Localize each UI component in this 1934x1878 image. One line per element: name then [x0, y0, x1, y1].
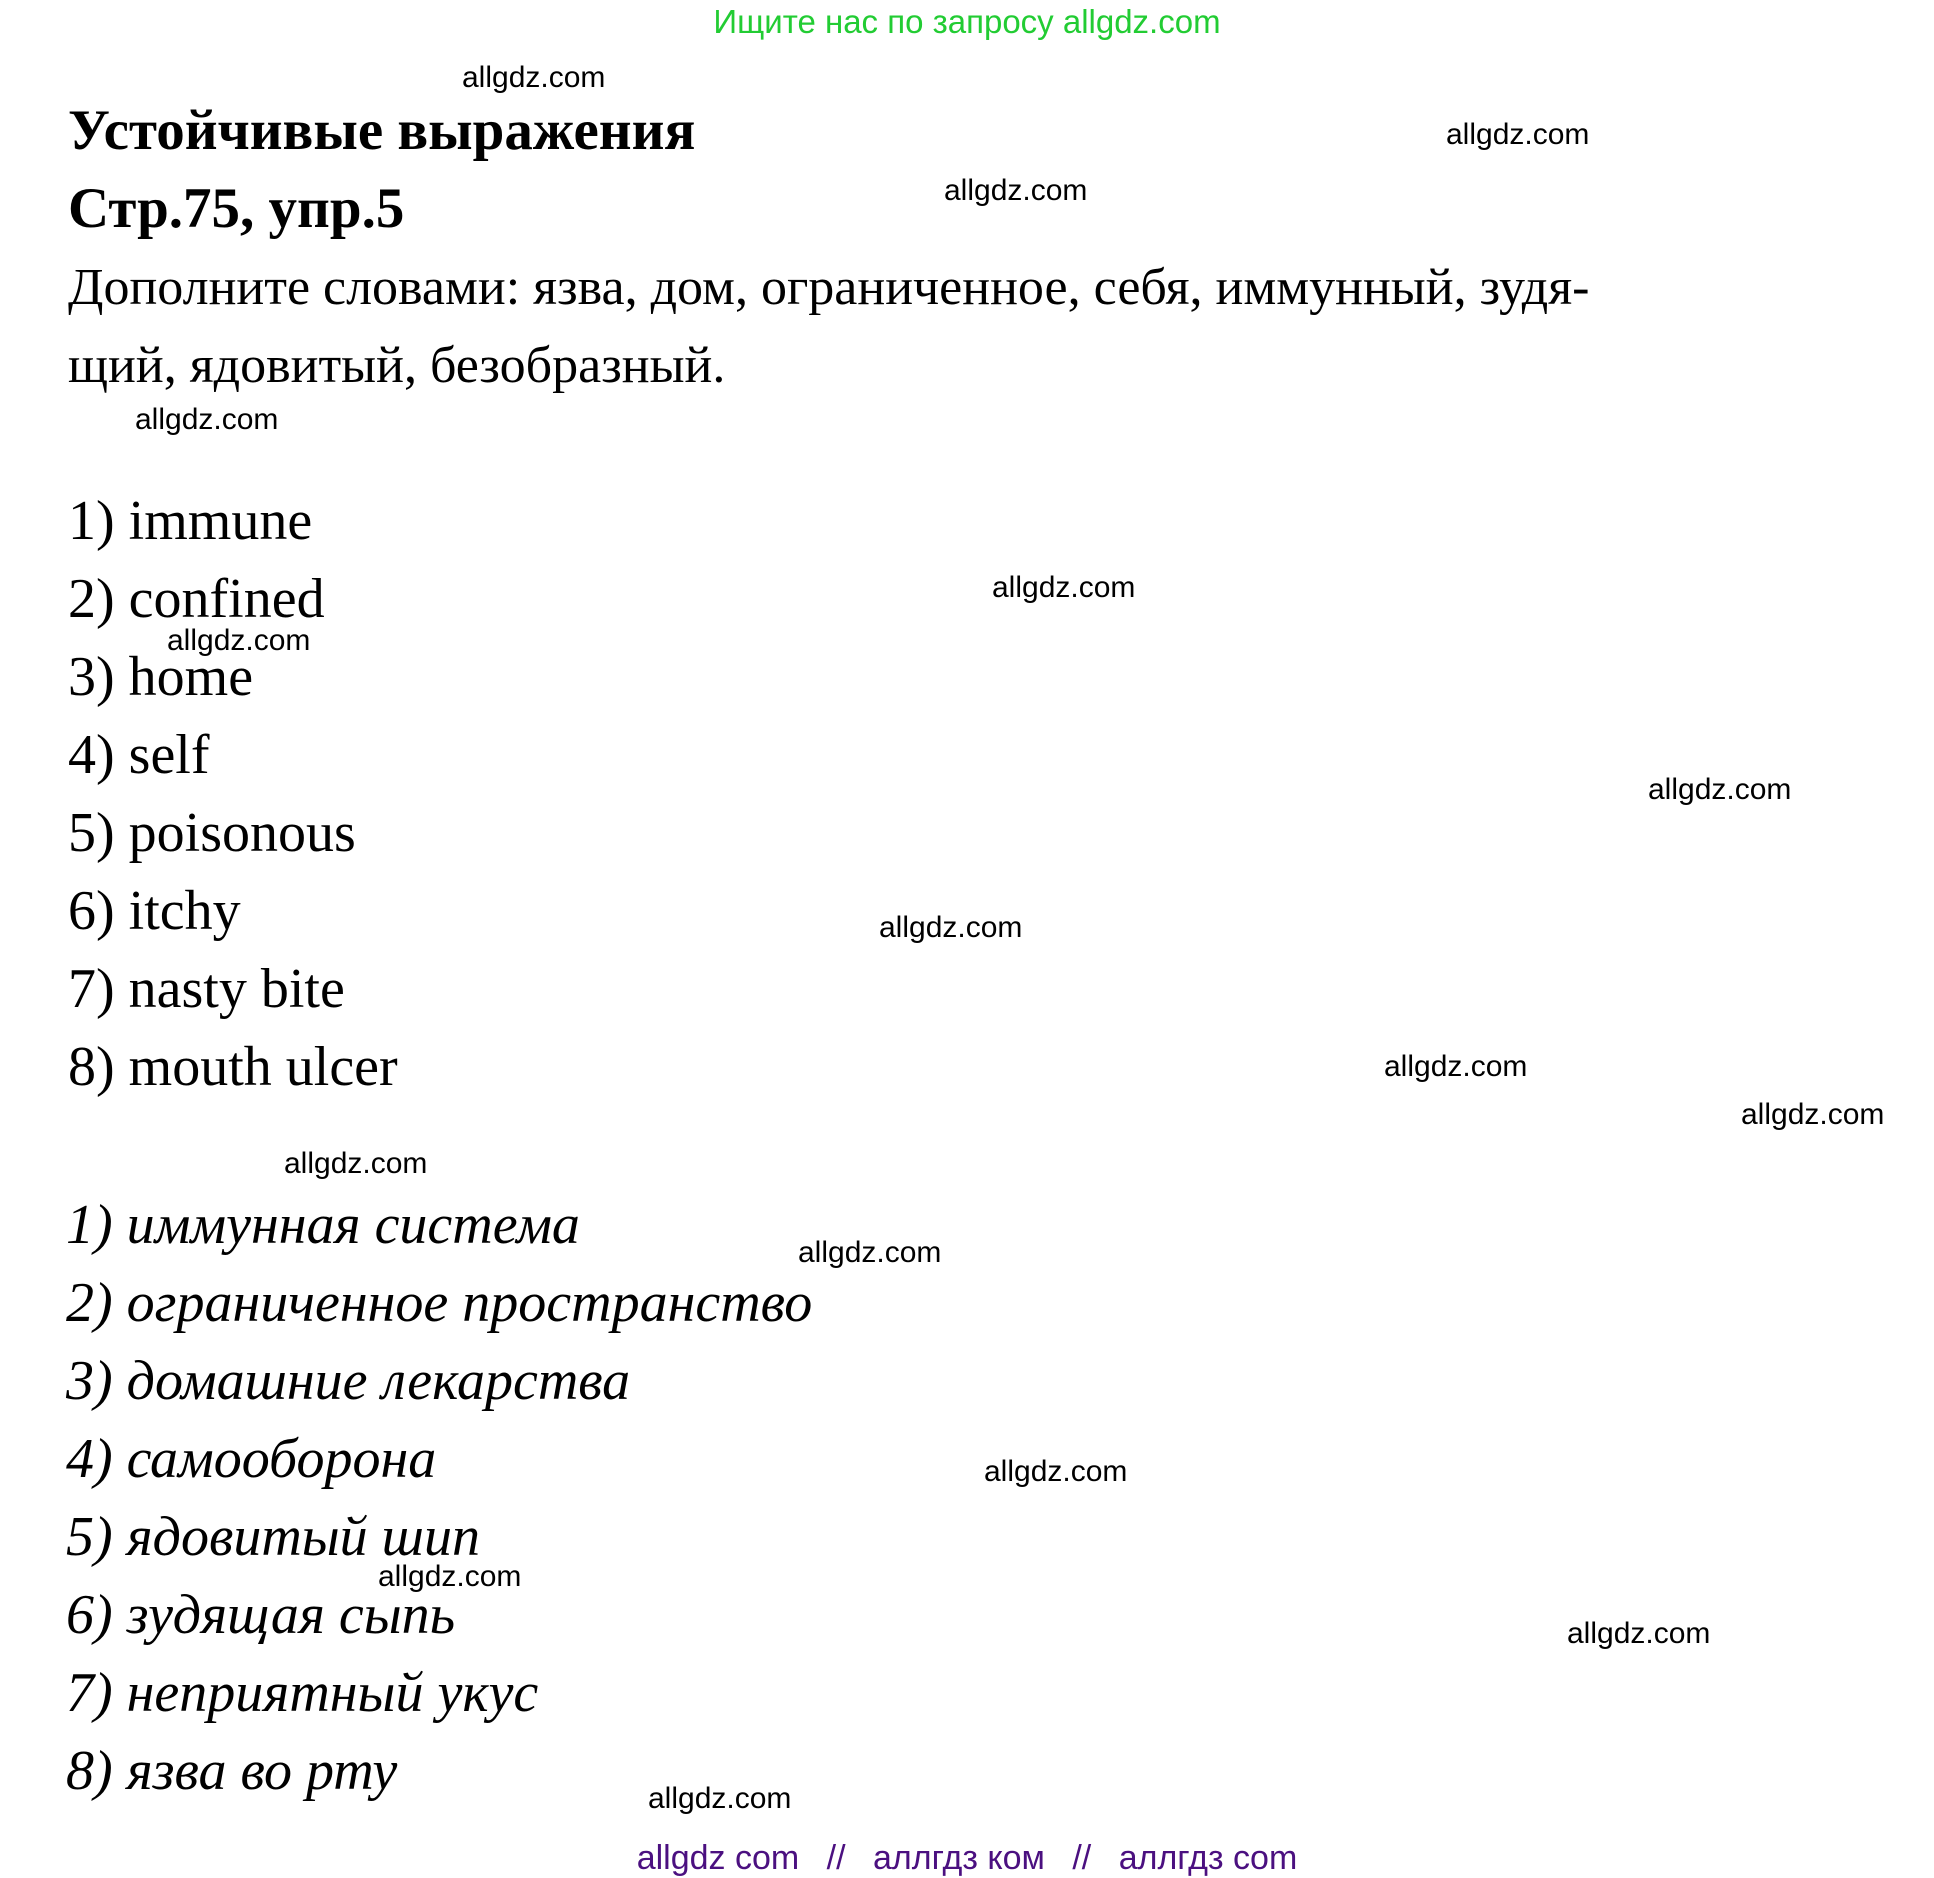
list-item: 6) зудящая сыпь [66, 1584, 456, 1646]
watermark: allgdz.com [284, 1147, 428, 1180]
list-item: 1) immune [68, 490, 313, 552]
watermark: allgdz.com [1648, 773, 1792, 806]
list-item: 5) ядовитый шип [66, 1506, 480, 1568]
exercise-reference: Стр.75, упр.5 [68, 177, 405, 240]
instruction-line-1: Дополните словами: язва, дом, ограниченное, себя, иммунный, зудя- [68, 259, 1590, 316]
footer-links [0, 1838, 1934, 1878]
watermark: allgdz.com [1446, 118, 1590, 151]
list-item: 6) itchy [68, 880, 241, 942]
list-item: 8) язва во рту [66, 1740, 398, 1802]
watermark: allgdz.com [984, 1455, 1128, 1488]
footer-link-allgdz-cyr[interactable]: аллгдз ком [873, 1839, 1045, 1877]
watermark: allgdz.com [1567, 1617, 1711, 1650]
list-item: 8) mouth ulcer [68, 1036, 398, 1098]
list-item: 7) nasty bite [68, 958, 345, 1020]
list-item: 2) confined [68, 568, 325, 630]
page-title: Устойчивые выражения [68, 99, 696, 162]
footer-separator: // [826, 1839, 846, 1877]
footer-link-allgdz-mixed[interactable]: аллгдз com [1118, 1839, 1298, 1877]
watermark: allgdz.com [135, 403, 279, 436]
list-item: 2) ограниченное пространство [66, 1272, 813, 1334]
footer-link-allgdz[interactable]: allgdz com [636, 1839, 800, 1877]
watermark: allgdz.com [648, 1782, 792, 1815]
watermark: allgdz.com [944, 174, 1088, 207]
watermark: allgdz.com [798, 1236, 942, 1269]
watermark: allgdz.com [167, 624, 311, 657]
watermark: allgdz.com [1741, 1098, 1885, 1131]
watermark: allgdz.com [992, 571, 1136, 604]
list-item: 4) self [68, 724, 210, 786]
list-item: 1) иммунная система [66, 1194, 580, 1256]
watermark: allgdz.com [1384, 1050, 1528, 1083]
watermark: allgdz.com [462, 61, 606, 94]
list-item: 3) home [68, 646, 254, 708]
watermark: allgdz.com [378, 1560, 522, 1593]
list-item: 4) самооборона [66, 1428, 437, 1490]
search-banner[interactable]: Ищите нас по запросу allgdz.com [713, 3, 1221, 40]
list-item: 7) неприятный укус [66, 1662, 539, 1724]
footer-separator: // [1072, 1839, 1092, 1877]
list-item: 3) домашние лекарства [66, 1350, 631, 1412]
instruction-line-2: щий, ядовитый, безобразный. [68, 337, 726, 394]
list-item: 5) poisonous [68, 802, 356, 864]
watermark: allgdz.com [879, 911, 1023, 944]
